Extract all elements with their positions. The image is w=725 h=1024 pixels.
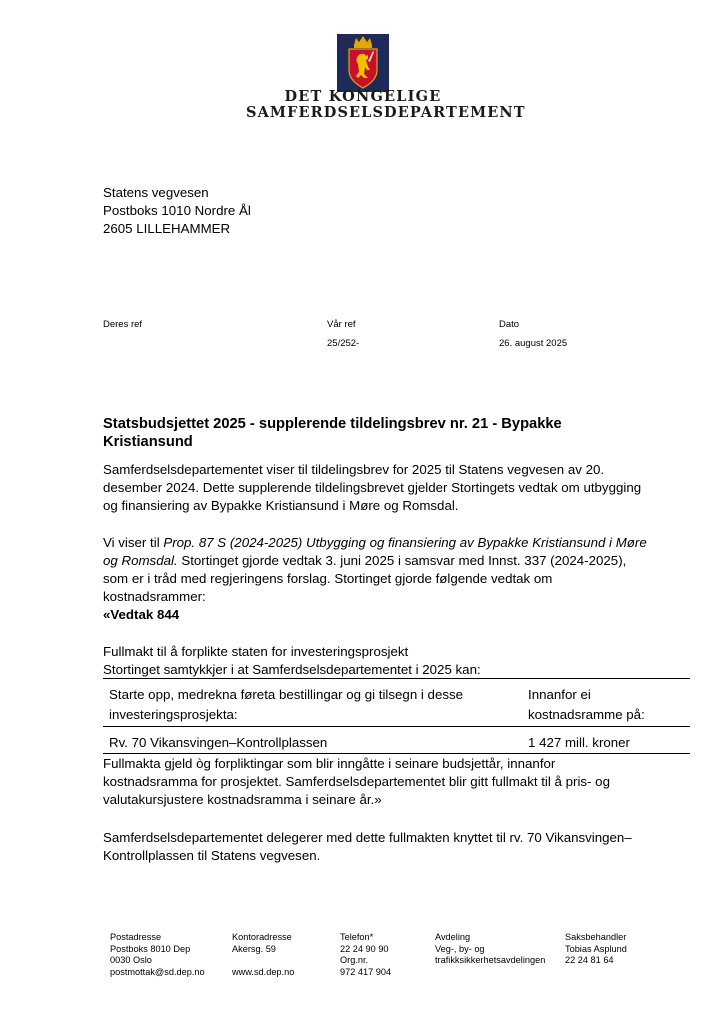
table-rule xyxy=(103,678,690,679)
var-ref-label: Vår ref xyxy=(327,319,356,330)
footer-value: 22 24 81 64 xyxy=(565,955,614,966)
table-rule xyxy=(103,753,690,754)
date-value: 26. august 2025 xyxy=(499,338,568,349)
footer-email: postmottak@sd.dep.no xyxy=(110,966,205,977)
paragraph-line xyxy=(103,552,663,570)
norwegian-coat-of-arms-icon xyxy=(337,34,389,92)
footer-label: Telefon* xyxy=(340,932,374,942)
footer-value: Veg-, by- og xyxy=(435,943,485,954)
footer-label: Avdeling xyxy=(435,932,471,942)
paragraph-line: Fullmakt til å forplikte staten for investeringsprosjekt xyxy=(103,644,409,659)
table-row-amount: 1 427 mill. kroner xyxy=(528,735,630,750)
footer-value: Akersg. 59 xyxy=(232,943,276,954)
footer-label: Kontoradresse xyxy=(232,932,292,942)
table-header-project xyxy=(109,685,524,725)
header-line: kostnadsramme på: xyxy=(528,707,645,722)
vedtak-heading: «Vedtak 844 xyxy=(103,607,180,622)
footer-website: www.sd.dep.no xyxy=(232,966,295,977)
header-line: investeringsprosjekta: xyxy=(109,707,238,722)
date-label: Dato xyxy=(499,319,520,330)
recipient-city: 2605 LILLEHAMMER xyxy=(103,221,231,236)
proposition-title-end: og Romsdal. xyxy=(103,553,178,568)
paragraph-line: som er i tråd med regjeringens forslag. Stortinget gjorde følgende vedtak om xyxy=(103,571,553,586)
paragraph-line: Stortinget samtykkjer i at Samferdselsdepartementet i 2025 kan: xyxy=(103,662,481,677)
paragraph-line: Kontrollplassen til Statens vegvesen. xyxy=(103,848,321,863)
footer-telefon xyxy=(340,932,391,978)
header-line: Innanfor ei xyxy=(528,687,591,702)
footer-value: 22 24 90 90 xyxy=(340,943,389,954)
letter-title-line1: Statsbudsjettet 2025 - supplerende tildelingsbrev nr. 21 - Bypakke xyxy=(103,416,562,432)
paragraph-line: desember 2024. Dette supplerende tildelingsbrevet gjelder Stortingets vedtak om utbygging xyxy=(103,480,642,495)
table-rule xyxy=(103,726,690,727)
footer-value: trafikksikkerhetsavdelingen xyxy=(435,955,546,966)
text-span: Stortinget gjorde vedtak 3. juni 2025 i samsvar med Innst. 337 (2024-2025), xyxy=(177,553,627,568)
proposition-title: Prop. 87 S (2024-2025) Utbygging og finansiering av Bypakke Kristiansund i Møre xyxy=(163,535,647,550)
paragraph-line: Samferdselsdepartementet delegerer med dette fullmakten knyttet til rv. 70 Vikansvingen– xyxy=(103,830,632,845)
letter-title-line2: Kristiansund xyxy=(103,434,193,450)
paragraph-line: kostnadsrammer: xyxy=(103,589,206,604)
footer-value: Tobias Asplund xyxy=(565,943,627,954)
footer-value: 0030 Oslo xyxy=(110,955,152,966)
paragraph-authorization xyxy=(103,643,663,679)
footer-spacer xyxy=(232,955,294,967)
paragraph-line xyxy=(103,534,663,552)
department-logo xyxy=(246,34,526,124)
footer-value: 972 417 904 xyxy=(340,966,392,977)
recipient-postbox: Postboks 1010 Nordre Ål xyxy=(103,203,251,218)
var-ref-value: 25/252- xyxy=(327,338,360,349)
footer-saksbehandler xyxy=(565,932,627,967)
footer-label: Postadresse xyxy=(110,932,162,942)
footer-label: Saksbehandler xyxy=(565,932,627,942)
footer-value: Org.nr. xyxy=(340,955,369,966)
deres-ref-label: Deres ref xyxy=(103,319,143,330)
recipient-name: Statens vegvesen xyxy=(103,185,209,200)
table-header-amount xyxy=(528,685,688,725)
footer-avdeling xyxy=(435,932,545,967)
paragraph-intro xyxy=(103,461,663,515)
footer-kontoradresse xyxy=(232,932,294,978)
paragraph-obligations xyxy=(103,755,663,809)
text-span: Vi viser til xyxy=(103,535,164,550)
org-name-line1: DET KONGELIGE xyxy=(284,88,442,105)
footer-postadresse xyxy=(110,932,205,978)
paragraph-line: kostnadsramma for prosjektet. Samferdselsdepartementet blir gitt fullmakt til å pris- og xyxy=(103,774,610,789)
paragraph-line: Samferdselsdepartementet viser til tildelingsbrev for 2025 til Statens vegvesen av 20. xyxy=(103,462,605,477)
paragraph-delegation xyxy=(103,829,663,865)
org-name-line2: SAMFERDSELSDEPARTEMENT xyxy=(246,104,526,121)
table-row-project: Rv. 70 Vikansvingen–Kontrollplassen xyxy=(109,735,328,750)
letter-title xyxy=(103,415,663,451)
paragraph-line: og finansiering av Bypakke Kristiansund i Møre og Romsdal. xyxy=(103,498,459,513)
paragraph-reference xyxy=(103,534,663,624)
footer-value: Postboks 8010 Dep xyxy=(110,943,191,954)
paragraph-line: Fullmakta gjeld òg forpliktingar som blir inngåtte i seinare budsjettår, innanfor xyxy=(103,756,556,771)
header-line: Starte opp, medrekna føreta bestillingar og gi tilsegn i desse xyxy=(109,687,464,702)
paragraph-line: valutakursjustere kostnadsramma i seinare år.» xyxy=(103,792,382,807)
